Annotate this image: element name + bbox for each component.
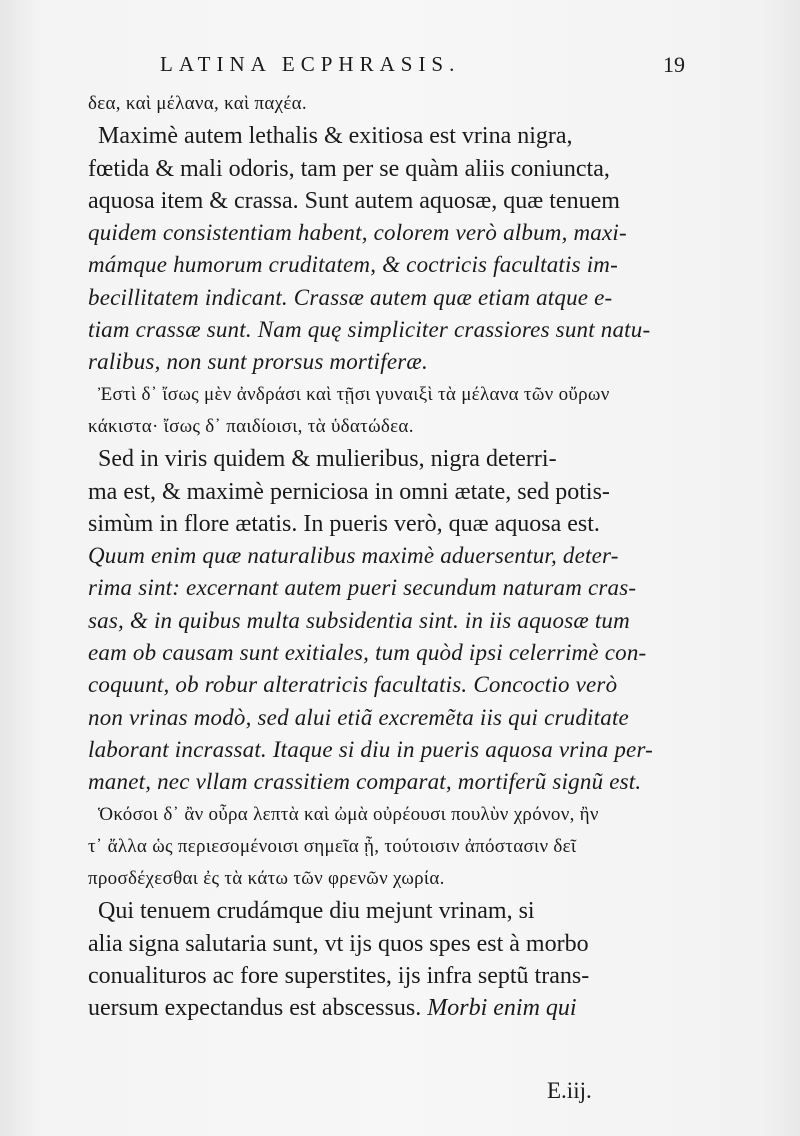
text-line: Maximè autem lethalis & exitiosa est vrina nigra, (98, 123, 573, 150)
page-header (160, 52, 685, 82)
greek-text-line: δεα, καὶ μέλανα, καὶ παχέα. (88, 93, 307, 114)
text-line: Quum enim quæ naturalibus maximè aduersentur, deter- (88, 543, 619, 569)
text-body (88, 88, 698, 1025)
page-number: 19 (663, 52, 685, 77)
text-line: non vrinas modò, sed alui etiã excremẽta iis qui cruditate (88, 704, 629, 730)
text-line: manet, nec vllam crassitiem comparat, mortiferũ signũ est. (88, 769, 642, 795)
text-line: Sed in viris quidem & mulieribus, nigra deterri- (98, 446, 557, 473)
text-line-italic-part: Morbi enim qui (427, 995, 577, 1022)
text-line-roman-part: uersum expectandus est abscessus. (88, 995, 428, 1022)
text-line: aquosa item & crassa. Sunt autem aquosæ, quæ tenuem (88, 187, 620, 214)
text-line: laborant incrassat. Itaque si diu in pueris aquosa vrina per- (88, 736, 654, 762)
text-line: ralibus, non sunt prorsus mortiferæ. (88, 349, 428, 375)
text-line: mámque humorum cruditatem, & coctricis facultatis im- (88, 252, 618, 278)
text-line: simùm in flore ætatis. In pueris verò, quæ aquosa est. (88, 510, 600, 537)
text-line: alia signa salutaria sunt, vt ijs quos spes est à morbo (88, 930, 589, 957)
greek-text-line: Ὁκόσοι δ᾽ ἂν οὖρα λεπτὰ καὶ ὠμὰ οὐρέουσι πουλὺν χρόνον, ἢν (98, 803, 599, 825)
text-line: conualituros ac fore superstites, ijs infra septũ trans- (88, 963, 590, 990)
greek-text-line: κάκιστα· ἴσως δ᾽ παιδίοισι, τὰ ὑδατώδεα. (88, 415, 414, 437)
text-line: coquunt, ob robur alteratricis facultatis. Concoctio verò (88, 672, 618, 698)
text-line: rima sint: excernant autem pueri secundum naturam cras- (88, 575, 637, 601)
greek-text-line: προσδέχεσθαι ἐς τὰ κάτω τῶν φρενῶν χωρία. (88, 868, 445, 890)
text-line: becillitatem indicant. Crassæ autem quæ etiam atque e- (88, 284, 613, 310)
greek-text-line: Ἐστὶ δ᾽ ἴσως μὲν ἀνδράσι καὶ τῇσι γυναιξὶ τὰ μέλανα τῶν οὔρων (98, 383, 610, 405)
running-title: LATINA ECPHRASIS. (160, 52, 461, 76)
greek-text-line: τ᾽ ἄλλα ὡς περιεσομένοισι σημεῖα ᾖ, τούτοισιν ἀπόστασιν δεῖ (88, 835, 577, 857)
text-line: tiam crassæ sunt. Nam quę simpliciter crassiores sunt natu- (88, 317, 651, 343)
signature-mark: E.iij. (547, 1078, 592, 1103)
text-line (88, 992, 698, 1024)
text-line: ma est, & maximè perniciosa in omni ætate, sed potis- (88, 478, 610, 505)
text-line: eam ob causam sunt exitiales, tum quòd ipsi celerrimè con- (88, 640, 647, 666)
text-line: sas, & in quibus multa subsidentia sint. in iis aquosæ tum (88, 607, 630, 633)
text-line: Qui tenuem crudámque diu mejunt vrinam, si (98, 898, 535, 925)
text-line: fœtida & mali odoris, tam per se quàm aliis coniuncta, (88, 155, 610, 182)
text-line: quidem consistentiam habent, colorem verò album, maxi- (88, 220, 627, 246)
